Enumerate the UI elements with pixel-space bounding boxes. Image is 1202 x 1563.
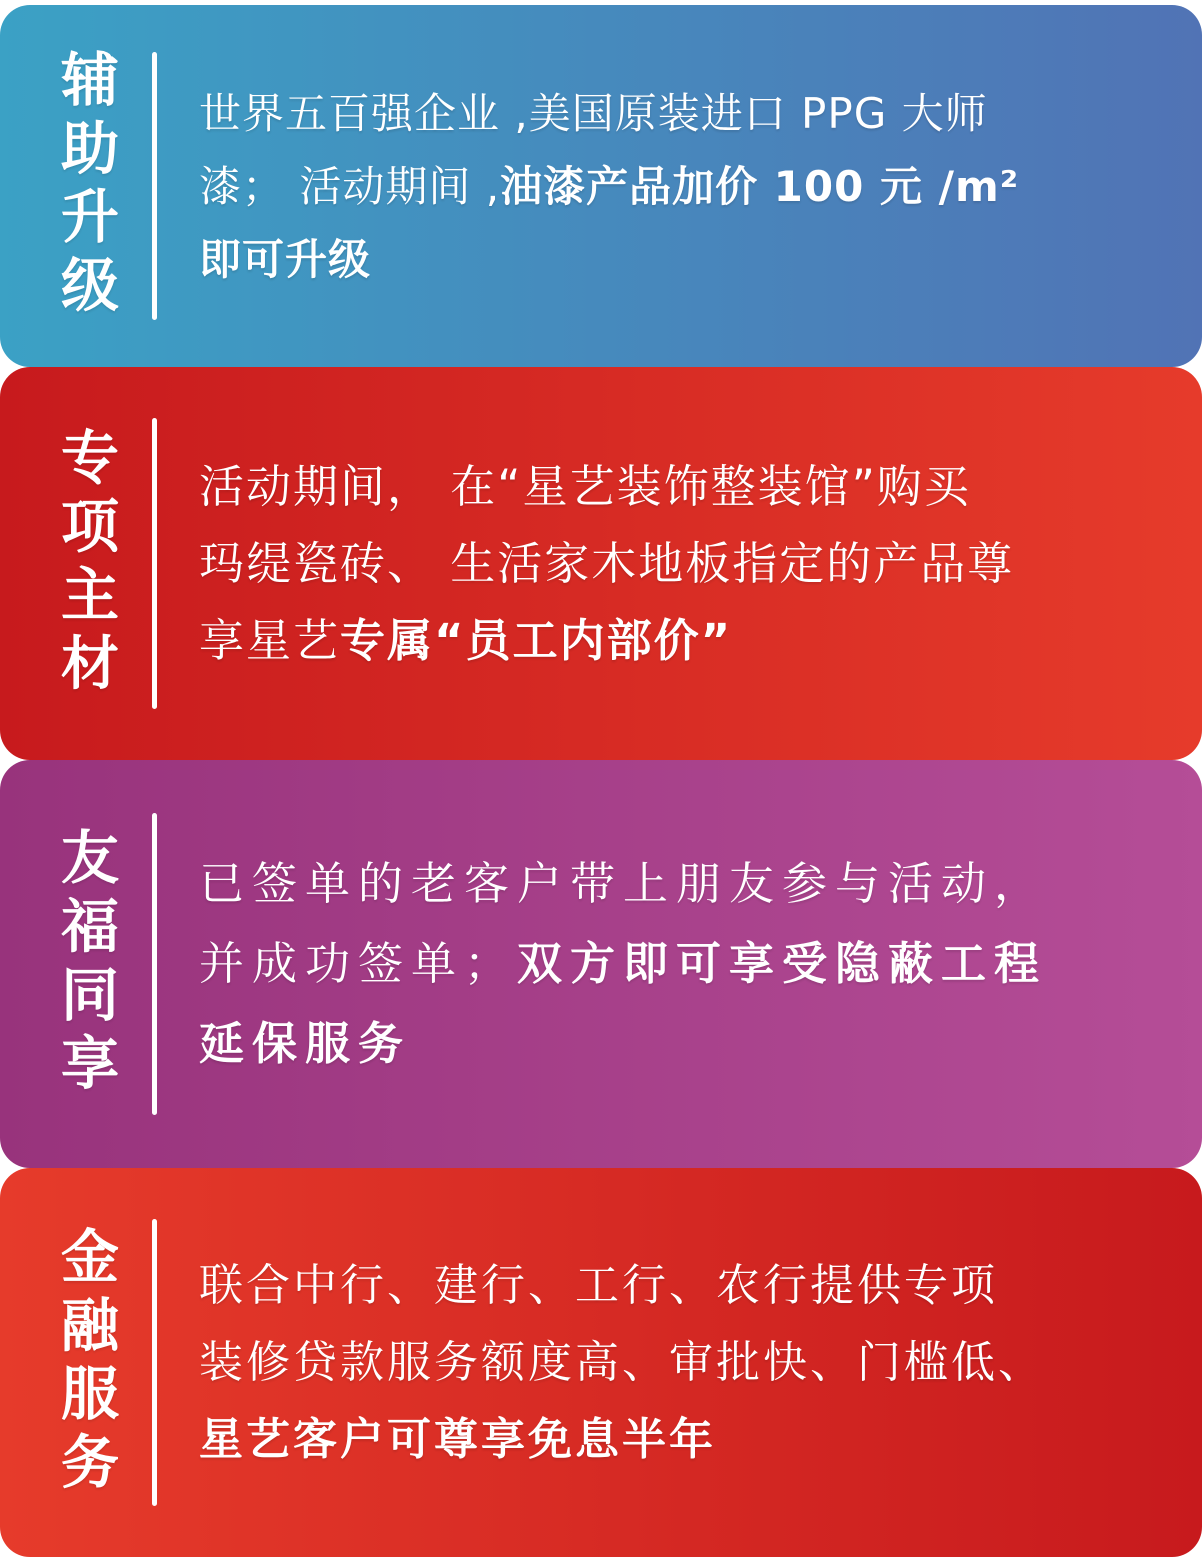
body-text-bold: 星艺客户可尊享免息半年 [199,1414,716,1465]
body-text: 享星艺 [199,614,341,667]
body-text: 装修贷款服务额度高、审批快、门槛低、 [199,1337,1045,1388]
body-line [199,924,1202,1004]
body-text: 玛缇瓷砖、 生活家木地板指定的产品尊 [199,537,1015,590]
body-text: 漆； 活动期间 , [199,161,501,211]
body-line [199,1004,1202,1084]
body-line [199,448,1202,525]
section-body [199,844,1202,1084]
section-body [199,1247,1202,1478]
section-title-main-materials: 专项主材 [51,426,119,701]
body-text-bold: 即可升级 [199,234,372,284]
body-text-bold: 油漆产品加价 100 元 /m² [500,161,1020,211]
section-body [199,448,1202,679]
section-finance-service [0,1168,1202,1557]
section-paint-upgrade [0,5,1202,367]
section-title-paint-upgrade: 辅助升级 [51,49,119,323]
section-body [199,77,1202,296]
title-divider [152,418,157,709]
section-title-finance-service: 金融服务 [51,1225,119,1500]
section-main-materials [0,367,1202,760]
title-divider [152,1219,157,1507]
body-line [199,1247,1202,1324]
title-divider [152,813,157,1115]
body-line [199,1401,1202,1478]
body-line [199,525,1202,602]
body-text-bold: 双方即可享受隐蔽工程 [517,937,1048,990]
body-text: 联合中行、建行、工行、农行提供专项 [199,1260,998,1311]
body-line [199,150,1202,223]
section-title-friends-share: 友福同享 [51,827,119,1101]
body-text: 并成功签单； [199,937,518,990]
body-text-bold: 延保服务 [199,1017,412,1070]
body-text: 世界五百强企业 ,美国原装进口 PPG 大师 [199,88,988,138]
body-text-bold: 专属“员工内部价” [340,614,733,667]
body-line [199,223,1202,296]
title-divider [152,52,157,320]
body-line [199,1324,1202,1401]
body-line [199,602,1202,679]
body-line [199,844,1202,924]
body-text: 已签单的老客户带上朋友参与活动， [199,857,1048,910]
body-text: 活动期间， 在“星艺装饰整装馆”购买 [199,460,971,513]
section-friends-share [0,760,1202,1168]
body-line [199,77,1202,150]
